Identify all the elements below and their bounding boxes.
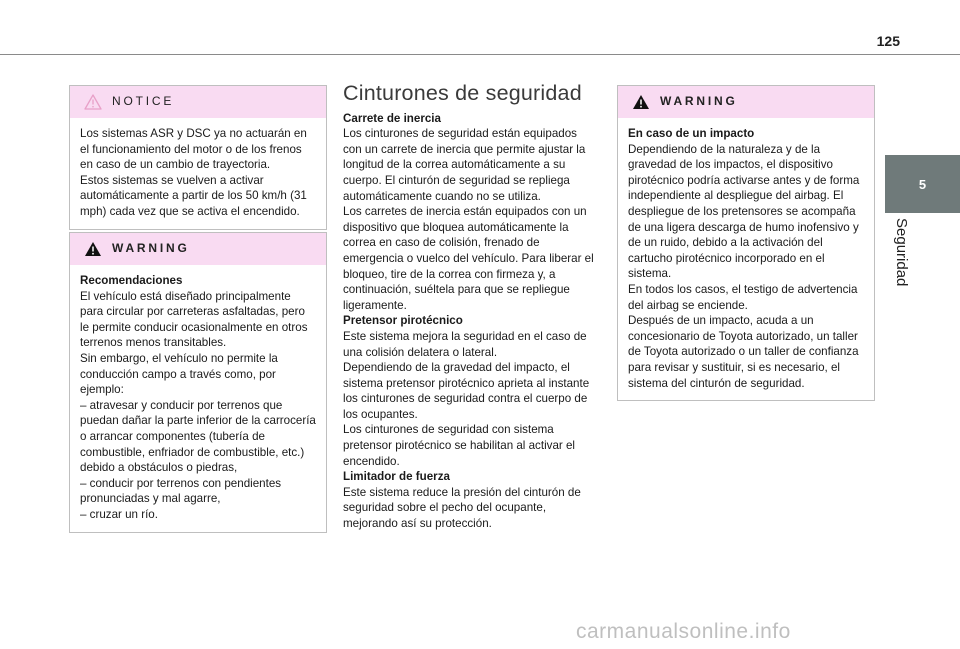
chapter-number: 5 <box>918 176 927 192</box>
warning-triangle-filled-icon <box>84 241 102 257</box>
warning-header-right <box>618 86 874 118</box>
chapter-tab[interactable] <box>885 155 960 213</box>
warning-title-left: WARNING <box>112 241 190 256</box>
warning-title-right: WARNING <box>660 94 738 109</box>
warning-triangle-filled-icon <box>632 94 650 110</box>
notice-header <box>70 86 326 118</box>
warning-box-left <box>69 232 327 533</box>
watermark: carmanualsonline.info <box>576 620 791 643</box>
subsection-heading: Pretensor pirotécnico <box>343 314 463 328</box>
notice-text: Los sistemas ASR y DSC ya no actuarán en el funcionamiento del motor o de los frenos en caso de un cambio de trayectoria. Estos sistemas se vuelven a activar automáticamente a partir de los 50 km/h (31 mph) cada vez que se activa el encendido. <box>80 127 307 218</box>
subsection-text: Este sistema mejora la seguridad en el caso de una colisión delatera o lateral. Dependiendo de la gravedad del impacto, el sistema pretensor pirotécnico aprieta al instante los cinturones de seguridad contra el cuerpo de los ocupantes. Los cinturones de seguridad con sistema pretensor pirotécnico se habilitan al activar el encendido. <box>343 329 590 468</box>
chapter-label <box>888 218 918 308</box>
warning-text-left: El vehículo está diseñado principalmente para circular por carreteras asfaltadas, pero le permite conducir ocasionalmente en otros terrenos menos transitables. Sin embargo, el vehículo no permite la conducción campo a través como, por ejemplo: – atravesar y conducir por terrenos que puedan dañar la parte inferior de la carrocería o arrancar componentes (tubería de combustible, enfriador de combustible, etc.) debido a obstáculos o piedras, – conducir por terrenos con pendientes pronunciadas y mal agarre, – cruzar un río. <box>80 289 316 521</box>
page-number: 125 <box>876 33 900 49</box>
warning-heading-right: En caso de un impacto <box>628 127 755 140</box>
subsection-heading: Carrete de inercia <box>343 111 441 125</box>
warning-heading-left: Recomendaciones <box>80 274 183 287</box>
warning-text-right: Dependiendo de la naturaleza y de la gravedad de los impactos, el dispositivo pirotécnico podría activarse antes y de forma independiente al despliegue del airbag. El despliegue de los pretensores se acompaña de una ligera descarga de humo inofensivo y de un ruido, debido a la activación del cartucho pirotécnico incorporado en el sistema. En todos los casos, el testigo de advertencia del airbag se enciende. Después de un impacto, acuda a un concesionario de Toyota autorizado, un taller de Toyota autorizado o un taller de confianza para revisar y sustituir, si es necesario, el sistema del cinturón de seguridad. <box>628 142 860 390</box>
notice-title: NOTICE <box>112 94 175 109</box>
warning-box-right <box>617 85 875 401</box>
subsection-text: Este sistema reduce la presión del cinturón de seguridad sobre el pecho del ocupante, mejorando así su protección. <box>343 485 581 531</box>
notice-box <box>69 85 327 230</box>
subsection-text: Los cinturones de seguridad están equipados con un carrete de inercia que permite ajustar la longitud de la correa automáticamente a su cuerpo. El cinturón de seguridad se repliega automáticamente cuando no se utiliza. Los carretes de inercia están equipados con un dispositivo que bloquea automáticamente la correa en caso de colisión, frenado de emergencia o vuelco del vehículo. Para liberar el bloqueo, tire de la correa con firmeza y, a continuación, suéltela para que se repliegue ligeramente. <box>343 127 594 312</box>
section-title: Cinturones de seguridad <box>343 81 582 105</box>
warning-header-left <box>70 233 326 265</box>
subsection-heading: Limitador de fuerza <box>343 470 450 484</box>
warning-triangle-outline-icon <box>84 94 102 110</box>
seatbelt-section <box>343 81 598 532</box>
chapter-label-text: Seguridad <box>893 218 910 287</box>
header-rule <box>0 54 960 55</box>
